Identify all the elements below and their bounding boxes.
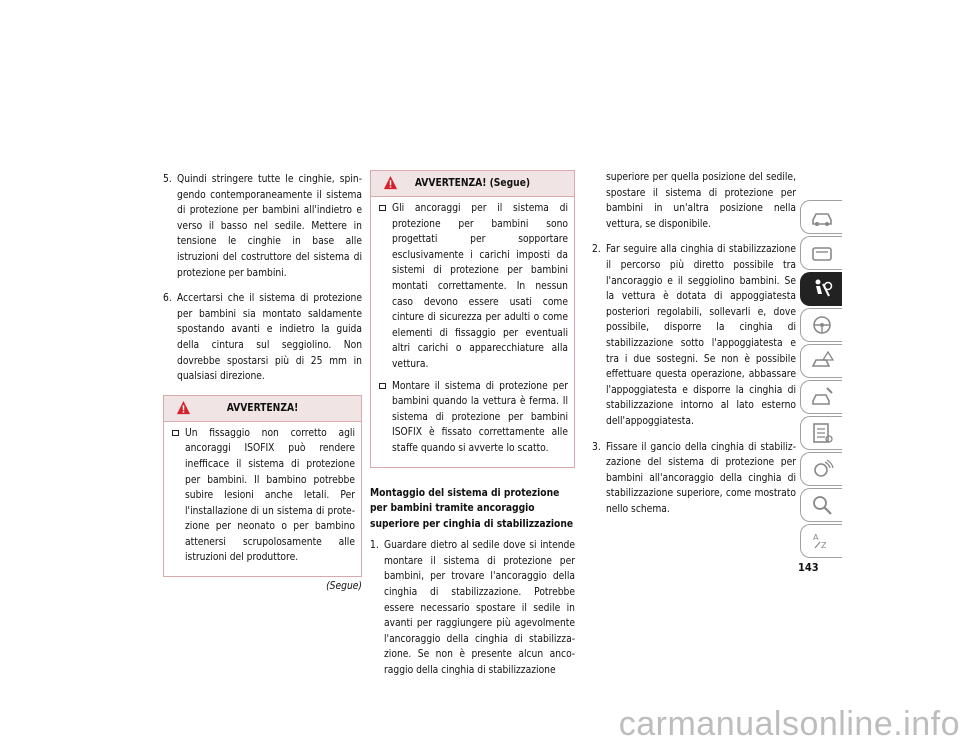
service-car-icon [809, 384, 835, 410]
maintenance-list-icon [809, 420, 835, 446]
watermark: carmanualsonline.info [618, 705, 960, 743]
warning-title: AVVERTENZA! [226, 402, 299, 414]
tab-service[interactable] [800, 380, 842, 414]
tab-car-overview[interactable] [800, 200, 842, 234]
warning-header [371, 171, 574, 197]
warning-bullet [379, 379, 568, 457]
svg-text:Z: Z [820, 541, 826, 550]
svg-text:A: A [812, 533, 818, 542]
column-right [592, 170, 796, 527]
warning-triangle-icon [176, 400, 191, 415]
tab-multimedia[interactable] [800, 452, 842, 486]
step-number: 3. [592, 441, 601, 453]
car-overview-icon [809, 204, 835, 230]
warning-body [164, 422, 361, 576]
warning-bullet [379, 201, 568, 373]
continued-label: (Segue) [326, 581, 362, 593]
page-number: 143 [798, 561, 819, 574]
bullet-square-icon [379, 383, 386, 389]
step-text: Far seguire alla cinghia di stabilizzazione il percorso più diretto possibile tra l'ancoraggio e il seggiolino bambini. Se la vettura è dotata di appoggiatesta posteriori regolabili, sollevarli e, dove possibile, disporre la cinghia di stabilizzazione sotto l'appoggiatesta e tra i due sostegni. Se non è possibile effettuare questa operazione, abbassare l'appoggiatesta e disporre la cinghia di stabilizzazione intorno al lato esterno dell'appoggiatesta. [606, 244, 796, 427]
step-number: 2. [592, 244, 601, 256]
warning-body [371, 197, 574, 467]
step-3 [592, 440, 796, 518]
warning-car-icon [809, 348, 835, 374]
multimedia-icon [809, 456, 835, 482]
tab-specifications[interactable] [800, 416, 842, 450]
tab-search[interactable] [800, 488, 842, 522]
step-number: 6. [163, 293, 172, 305]
warning-box [163, 395, 362, 577]
column-middle [370, 170, 575, 689]
step-number: 1. [370, 540, 379, 552]
safety-airbag-icon [809, 276, 835, 302]
warning-box-continued [370, 170, 575, 468]
step-continuation: superiore per quella posizione del sedile, spostare il sistema di protezione per bambini in un'altra posizione nella vettura, se disponibile. [606, 172, 796, 230]
warning-bullet [172, 426, 355, 566]
bullet-text: Gli ancoraggi per il sistema di protezione per bambini sono progettati per sopportare esclusivamente i carichi imposti da sistemi di protezione per bambini montati correttamente. In nessun caso devono essere usati come cinture di sicurezza per adulti o come elementi di fissaggio per eventuali altri carichi o apparecchiature alla vettura. [392, 203, 568, 370]
step-text: Accertarsi che il sistema di protezione per bambini sia montato saldamente spostando avanti e indietro la guida della cintura sul seggiolino. Non dovrebbe spostarsi più di 25 mm in qualsiasi direzione. [177, 293, 362, 383]
tab-instrument-panel[interactable] [800, 236, 842, 270]
step-text: Fissare il gancio della cinghia di stabilizzazione del sistema di protezione per bambini all'ancoraggio della cinghia di stabilizzazione superiore, come mostrato nello schema. [606, 441, 796, 515]
bullet-text: Un fissaggio non corretto agli ancoraggi ISOFIX può rendere inefficace il sistema di protezione per bambini. Il bambino potrebbe subire lesioni anche letali. Per l'installazione di un sistema di protezione per neonato o per bambino attenersi scrupolosamente alle istruzioni del produttore. [185, 427, 355, 564]
warning-header [164, 396, 361, 422]
step-text: Guardare dietro al sedile dove si intende montare il sistema di protezione per bambini, per trovare l'ancoraggio della cinghia di stabilizzazione. Potrebbe essere necessario spostare il sedile in avanti per raggiungere più agevolmente l'ancoraggio della cinghia di stabilizzazione. Se non è presente alcun ancoraggio della cinghia di stabilizzazione [384, 540, 575, 677]
tab-driving[interactable] [800, 308, 842, 342]
step-5 [163, 172, 362, 281]
steering-wheel-icon [809, 312, 835, 338]
chapter-tabs [800, 200, 842, 560]
index-icon [809, 528, 835, 554]
search-icon [809, 492, 835, 518]
warning-triangle-icon [383, 175, 398, 190]
tab-emergency[interactable] [800, 344, 842, 378]
warning-title: AVVERTENZA! (Segue) [414, 178, 531, 189]
step-2 [592, 242, 796, 429]
step-1 [370, 538, 575, 678]
step-number: 5. [163, 174, 172, 185]
step-text: Quindi stringere tutte le cinghie, spingendo contemporaneamente il sistema di protezione per bambini all'indietro e verso il basso nel sedile. Mettere in tensione le cinghie in base alle istruzioni del costruttore del sistema di protezione per bambini. [177, 174, 362, 279]
section-heading: Montaggio del sistema di protezione per bambini tramite ancoraggio superiore per cinghia di stabilizzazione [370, 487, 574, 530]
instrument-panel-icon [809, 240, 835, 266]
column-left [163, 172, 362, 595]
step-6 [163, 291, 362, 385]
bullet-square-icon [172, 430, 179, 436]
tab-index[interactable] [800, 524, 842, 558]
tab-safety[interactable] [800, 272, 842, 306]
bullet-square-icon [379, 205, 386, 211]
bullet-text: Montare il sistema di protezione per bambini quando la vettura è ferma. Il sistema di protezione per bambini ISOFIX è fissato correttamente alle staffe quando si avverte lo scatto. [392, 380, 568, 454]
